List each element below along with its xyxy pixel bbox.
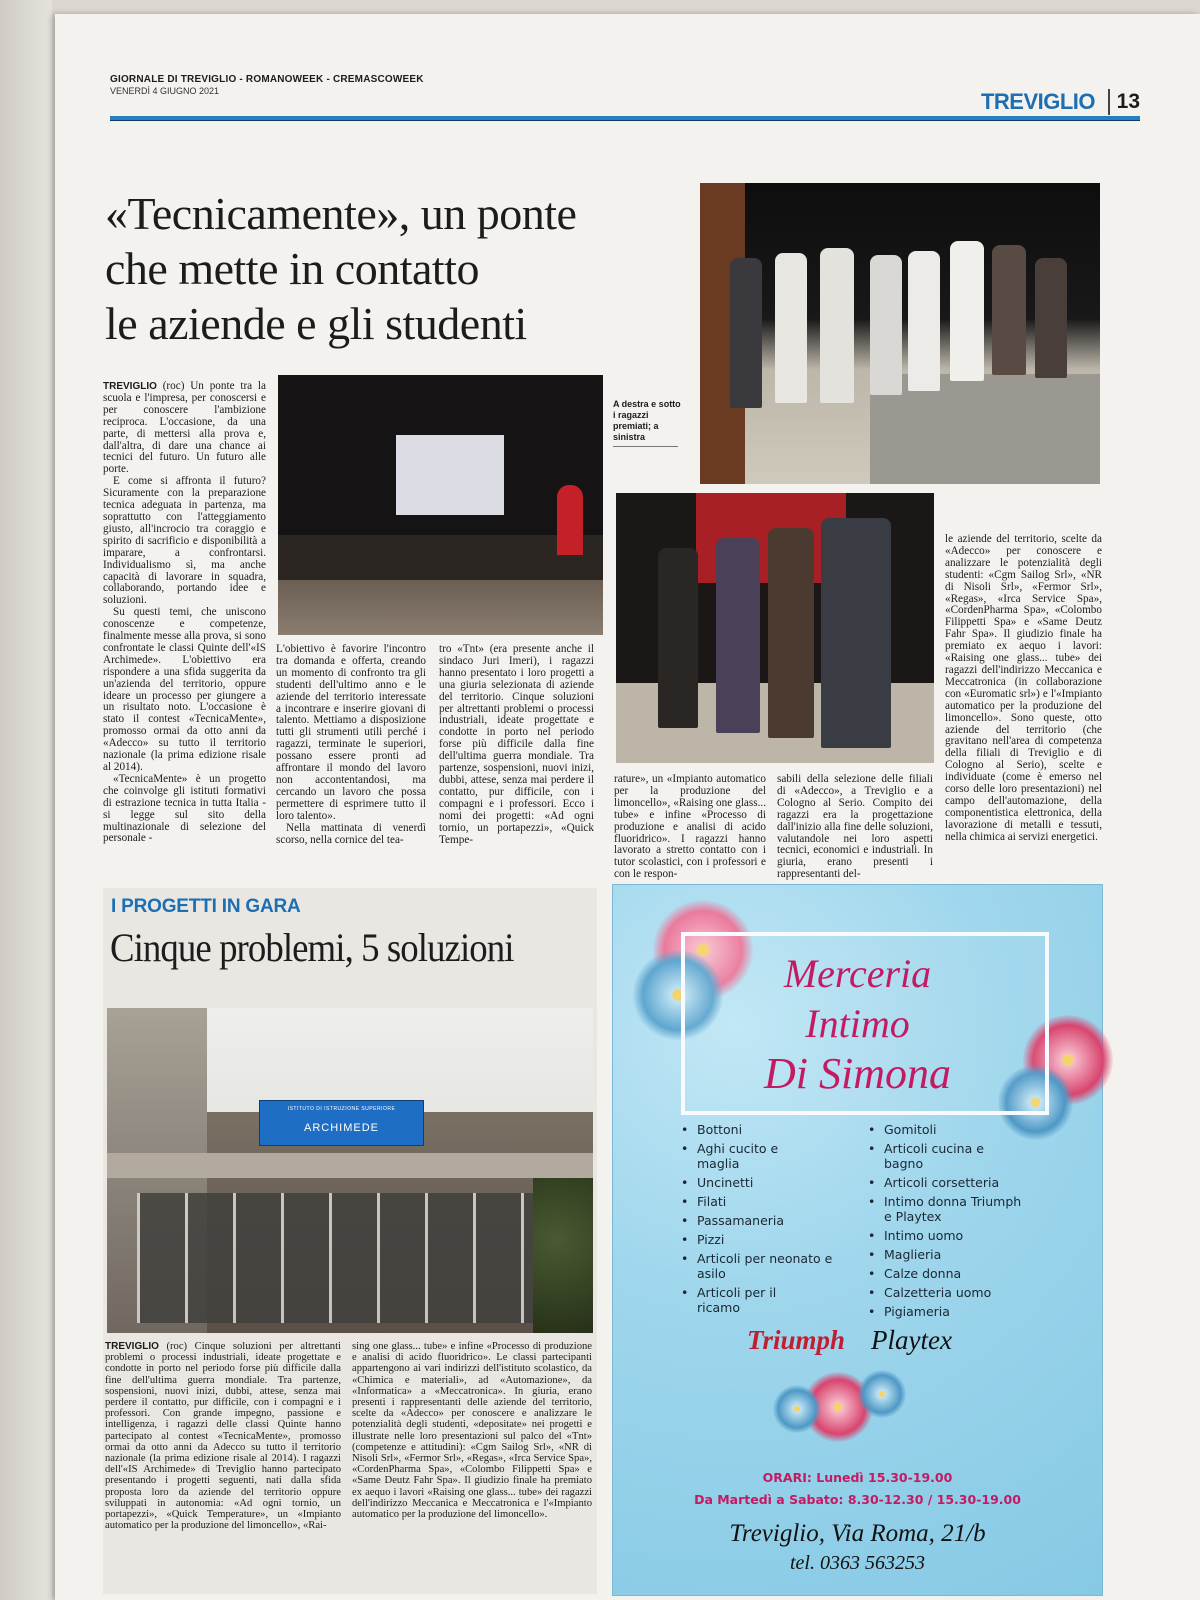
ad-product-item: • Gomitoli xyxy=(868,1122,1068,1137)
ad-product-list-left xyxy=(681,1122,856,1319)
ad-opening-hours xyxy=(613,1467,1102,1511)
ad-address: Treviglio, Via Roma, 21/b xyxy=(729,1520,986,1547)
ad-product-item: • Aghi cucito e maglia xyxy=(681,1141,807,1171)
flower-decoration xyxy=(858,1370,906,1418)
paragraph: L'obiettivo è favorire l'incontro tra domanda e offerta, creando un momento di confronto tra gli studenti dell'ultimo anno e le aziende del territorio interessate a incontrare e inserire giovani di talento. Mettiamo a disposizione tutti gli strumenti utili perché i ragazzi, terminate le superiori, possano essere pronti ad affrontare il mondo del lavoro non accontentandosi, ma cercando un lavoro che possa permettere di esprimere tutto il loro talento». xyxy=(276,643,426,822)
glass-facade xyxy=(137,1193,537,1323)
ad-product-item: • Filati xyxy=(681,1194,856,1209)
hours-line: ORARI: Lunedì 15.30-19.00 xyxy=(762,1470,953,1485)
ad-product-item: • Calzetteria uomo xyxy=(868,1285,1068,1300)
article2-column-2 xyxy=(352,1341,592,1593)
person-figure xyxy=(992,245,1026,375)
headline-line: che mette in contatto xyxy=(105,243,479,294)
masthead xyxy=(110,74,424,96)
school-sign xyxy=(259,1100,424,1146)
flower-decoration xyxy=(773,1385,821,1433)
person-figure xyxy=(908,251,940,391)
brand-logo-playtex: Playtex xyxy=(871,1325,952,1355)
paragraph: rature», un «Impianto automatico per la produzione del limoncello», «Raising one glass... tube» e infine «Processo di produzione e analisi di acido fluoridrico». I ragazzi hanno lavorato a stretto contatto con i tutor scolastici, con i professori e con le respon- xyxy=(614,773,766,881)
dateline: TREVIGLIO xyxy=(105,1341,159,1352)
school-sign-subtitle: ISTITUTO DI ISTRUZIONE SUPERIORE xyxy=(287,1106,396,1112)
page-number: 13 xyxy=(1116,90,1140,113)
ad-title-line: Intimo xyxy=(805,1001,910,1046)
paragraph: (roc) Cinque soluzioni per altrettanti problemi o processi industriali, ideate progettate e condotte in porto nel periodo forse più difficile dalla fine dell'ultima guerra mondiale. Tra partenze, sospensioni, nuovi inizi, dubbi, attese, senza mai perdere il contatto, pur difficile, con i compagni e i professori. Con grande impegno, passione e intelligenza, i ragazzi delle classi Quinte hanno partecipato al contest «TecnicaMente», promosso ormai da otto anni da Adecco su tutto il territorio nazionale (la prima edizione risale al 2014). I ragazzi dell'«IS Archimede» di Treviglio hanno partecipato presentando i progetti seguenti, nati dalla sfida proposta loro da aziende del territorio oppure sviluppati in autonomia: «Ad ogni tornio, un portapezzi», «Quick Temperature», un «Impianto automatico per la produzione del limoncello», «Rai- xyxy=(105,1341,341,1532)
photo-school-building xyxy=(107,1008,593,1333)
ad-product-item: • Articoli cucina e bagno xyxy=(868,1141,1014,1171)
projection-screen xyxy=(396,435,504,515)
ad-phone: tel. 0363 563253 xyxy=(790,1552,925,1574)
newspaper-page xyxy=(55,14,1200,1600)
school-sign-name: ARCHIMEDE xyxy=(303,1122,379,1134)
article-column-3 xyxy=(439,644,594,864)
article-column-1 xyxy=(103,381,266,861)
ad-product-list-right xyxy=(868,1122,1068,1323)
photo-caption: A destra e sotto i ragazzi premiati; a sinistra xyxy=(613,399,681,442)
ad-product-item: • Articoli corsetteria xyxy=(868,1175,1068,1190)
main-headline xyxy=(105,186,705,351)
article-column-4 xyxy=(614,773,766,881)
photo-award-group xyxy=(700,183,1100,484)
ad-product-item: • Articoli per il ricamo xyxy=(681,1285,797,1315)
headline-line: le aziende e gli studenti xyxy=(105,298,527,349)
ad-product-item: • Calze donna xyxy=(868,1266,1068,1281)
person-figure xyxy=(775,253,807,403)
ad-product-item: • Articoli per neonato e asilo xyxy=(681,1251,837,1281)
photo-theatre-presentation xyxy=(278,375,603,635)
merceria-advertisement xyxy=(612,884,1103,1596)
paragraph: Su questi temi, che uniscono conoscenze e competenze, finalmente messe alla prova, si sono confrontate le classi Quinte dell'«IS Archimede». L'obiettivo era rispondere a una sfida suggerita da un'azienda del territorio, oppure ideare un processo per giungere a un risultato noto. L'occasione è stato il contest «TecnicaMente», promosso ormai da otto anni da «Adecco» su tutto il territorio nazionale (la prima edizione risale al 2014). xyxy=(103,606,266,773)
article-column-2 xyxy=(276,644,426,864)
publication-name: GIORNALE DI TREVIGLIO - ROMANOWEEK - CREMASCOWEEK xyxy=(110,74,424,85)
brand-logo-triumph: Triumph xyxy=(747,1325,846,1355)
ad-product-item: • Pizzi xyxy=(681,1232,856,1247)
article-column-5 xyxy=(777,773,933,881)
dateline: TREVIGLIO xyxy=(103,381,157,392)
ad-product-item: • Pigiameria xyxy=(868,1304,1068,1319)
masthead-rule xyxy=(110,116,1140,121)
paragraph: sing one glass... tube» e infine «Processo di produzione e analisi di acido fluoridrico». Le classi partecipanti appartengono ai vari indirizzi dell'istituto scolastico, da «Chimica e materiali», ad «Automazione», da «Informatica» a «Meccatronica». In giuria, erano presenti i rappresentanti delle aziende del territorio, scelte da «Adecco» per conoscere e analizzare le potenzialità degli studenti, «depositate» nei progetti e illustrate nelle loro presentazioni sul palco del «Tnt» (competenze e attitudini): «Cgm Sailog Srl», «NR di Nisoli Srl», «Fermor Srl», «Regas», «Irca Service Spa», «CordenPharma Spa», «Colombo Filippetti Spa» e «Same Deutz Fahr Spa». Il giudizio finale ha premiato ex aequo i lavori «Raising one glass... tube» dei ragazzi dell'indirizzo Meccanica e Meccatronica e l'«Impianto automatico per la produzione del limoncello». xyxy=(352,1341,592,1521)
ad-product-item: • Intimo donna Triumph e Playtex xyxy=(868,1194,1024,1224)
section-title: TREVIGLIO xyxy=(980,89,1095,114)
tree xyxy=(533,1178,593,1333)
person-figure xyxy=(870,255,902,395)
issue-date: VENERDÌ 4 GIUGNO 2021 xyxy=(110,86,220,96)
paragraph: (roc) Un ponte tra la scuola e l'impresa, per conoscersi e per conoscere l'ambizione reciproca. L'occasione, da una parte, di mettersi alla prova e, dall'altra, di dare una chance ai tecnici del futuro. Un futuro alle porte. xyxy=(103,380,267,476)
paragraph: le aziende del territorio, scelte da «Adecco» per conoscere e analizzare le potenzialità degli studenti: «Cgm Sailog Srl», «NR di Nisoli Srl», «Fermor Srl», «Regas», «Irca Service Spa», «CordenPharma Spa», «Colombo Filippetti Spa» e «Same Deutz Fahr Spa». Il giudizio finale ha premiato ex aequo i lavori: «Raising one glass... tube» dei ragazzi dell'indirizzo Meccanica e Meccatronica (in collaborazione con «Euromatic srl») e l'«Impianto automatico per la produzione del limoncello». Sono queste, otto aziende del territorio (che gravitano nell'area di competenza della filiali di Treviglio e di Cologno al Serio), scelte e individuate (come è emerso nel corso delle loro presentazioni) nel campo dell'automazione, della componentistica elettronica, della lavorazione di metalli e tessuti, nella chimica ai servizi energetici. xyxy=(945,533,1102,843)
person-figure xyxy=(768,528,814,738)
hours-line: Da Martedì a Sabato: 8.30-12.30 / 15.30-19.00 xyxy=(694,1492,1021,1507)
ad-product-item: • Passamaneria xyxy=(681,1213,856,1228)
article2-column-1 xyxy=(105,1341,341,1593)
ad-title-line: Merceria xyxy=(783,951,932,996)
audience xyxy=(278,580,603,635)
person-figure xyxy=(821,518,891,748)
person-figure xyxy=(950,241,984,381)
sponsor-flag xyxy=(557,485,583,555)
person-figure xyxy=(716,538,760,733)
paragraph: sabili della selezione delle filiali di «Adecco», a Treviglio e a Cologno al Serio. Compito dei ragazzi era la progettazione dall'inizio alla fine delle soluzioni, valutandole nei loro aspetti tecnici, economici e industriali. In giuria, erano presenti i rappresentanti del- xyxy=(777,773,933,881)
masthead-separator xyxy=(1108,89,1110,115)
paragraph: tro «Tnt» (era presente anche il sindaco Juri Imeri), i ragazzi hanno presentato i loro progetti a una giuria selezionata di aziende del territorio. Cinque soluzioni per altrettanti problemi o processi industriali, ideate progettate e condotte in porto nel periodo forse più difficile dalla fine dell'ultima guerra mondiale. Tra partenze, sospensioni, nuovi inizi, dubbi, attese, senza mai perdere il contatto, pur difficile, con i compagni e i professori. Ecco i nomi dei progetti: «Ad ogni tornio, un portapezzi», «Quick Tempe- xyxy=(439,643,594,846)
paragraph: «TecnicaMente» è un progetto che coinvolge gli istituti formativi di estrazione tecnica in tutta Italia - si legge sul sito della multinazionale di selezione del personale - xyxy=(103,772,266,845)
paragraph: Nella mattinata di venerdì scorso, nella cornice del tea- xyxy=(276,821,426,846)
ad-title-line: Di Simona xyxy=(764,1049,951,1098)
caption-rule xyxy=(613,446,678,447)
entrance-canopy xyxy=(107,1153,593,1178)
headline-line: «Tecnicamente», un ponte xyxy=(105,188,577,239)
ad-product-item: • Maglieria xyxy=(868,1247,1068,1262)
person-figure xyxy=(1035,258,1067,378)
jury-desk xyxy=(870,374,1100,484)
ad-product-item: • Intimo uomo xyxy=(868,1228,1068,1243)
paragraph: E come si affronta il futuro? Sicuramente con la preparazione tecnica adeguata in partenza, ma soprattutto con l'atteggiamento giusto, all'incrocio tra coraggio e spirito di sacrificio e disponibilità a imparare, a confrontarsi. Individualismo sì, ma anche capacità di lavorare in squadra, collaborando, portando idee e soluzioni. xyxy=(103,475,266,607)
article2-headline: Cinque problemi, 5 soluzioni xyxy=(110,925,514,970)
article2-kicker: I PROGETTI IN GARA xyxy=(111,896,301,917)
ad-product-item: • Uncinetti xyxy=(681,1175,856,1190)
person-figure xyxy=(820,248,854,403)
ad-product-item: • Bottoni xyxy=(681,1122,856,1137)
person-figure xyxy=(658,548,698,728)
article-column-6 xyxy=(945,534,1102,864)
photo-award-winners xyxy=(616,493,934,763)
person-figure xyxy=(730,258,762,408)
facing-page-edge xyxy=(0,0,52,1600)
